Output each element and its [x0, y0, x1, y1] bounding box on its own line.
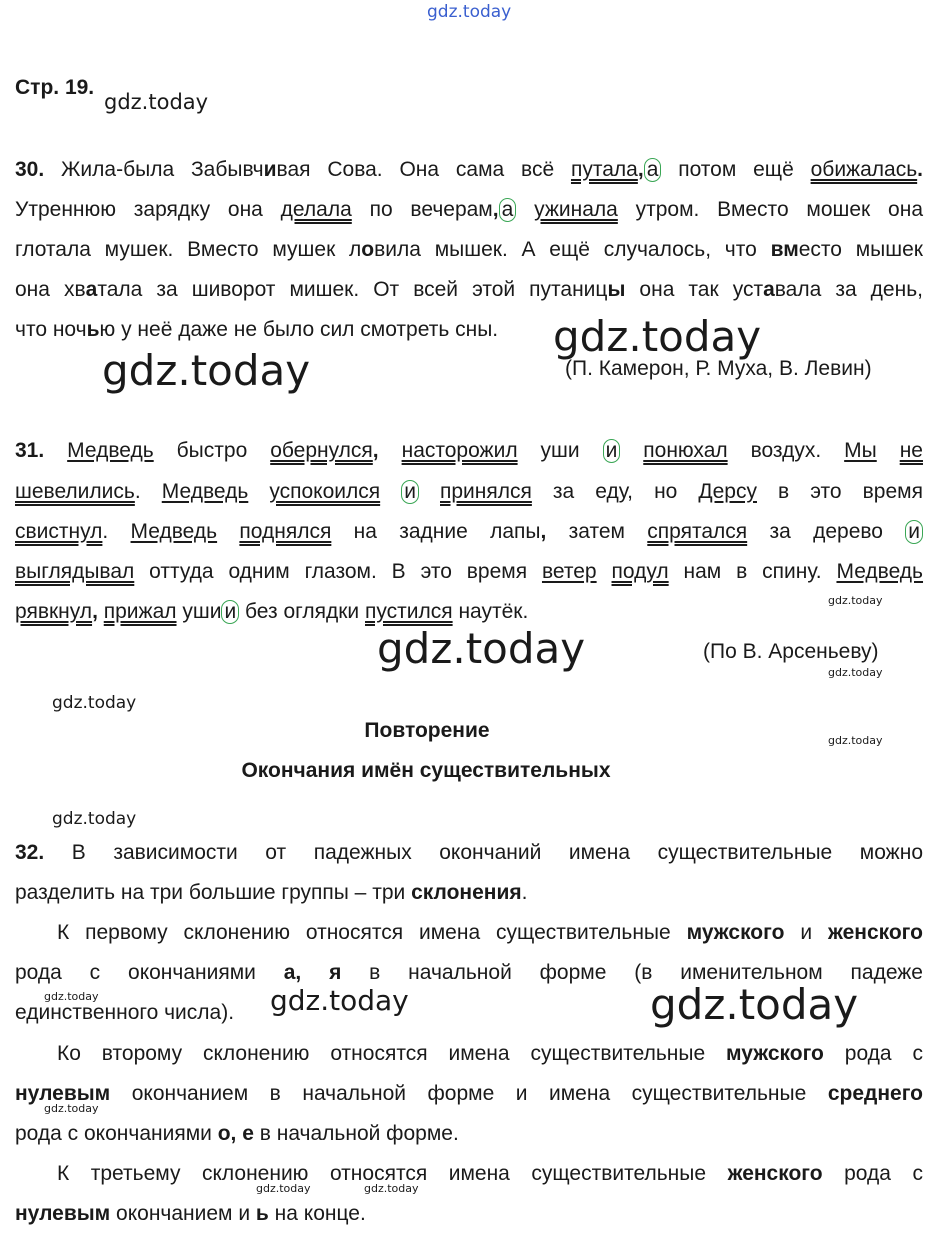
ex30-line-2: Утреннюю зарядку она делала по вечерам, а ужинала утром. Вместо мошек она: [15, 198, 923, 221]
predicate: прижал: [103, 600, 177, 623]
predicate: выглядывал: [15, 560, 135, 583]
ex32-line-8: рода с окончаниями о, е в начальной форме.: [15, 1122, 459, 1145]
predicate: свистнул: [15, 520, 103, 543]
predicate: делала: [280, 198, 352, 221]
subject: Медведь: [836, 560, 924, 583]
predicate: подул: [611, 560, 669, 583]
conjunction-circled: и: [905, 520, 923, 544]
ex31-line-5: рявкнул, прижал уши и без оглядки пустился наутёк.: [15, 600, 529, 623]
subject: Дерсу: [698, 480, 757, 503]
subject: Медведь: [161, 480, 249, 503]
watermark: gdz.today: [650, 980, 859, 1029]
ex30-line-1: 30. Жила-была Забывчивая Сова. Она сама всё путала, а потом ещё обижалась.: [15, 158, 923, 181]
subject: Мы: [844, 439, 877, 462]
subject: Медведь: [130, 520, 218, 543]
conjunction-circled: и: [401, 480, 419, 504]
watermark: gdz.today: [102, 346, 311, 395]
watermark: gdz.today: [270, 984, 409, 1017]
exercise-number: 32.: [15, 841, 45, 864]
watermark: gdz.today: [52, 693, 137, 713]
watermark: gdz.today: [364, 1182, 419, 1195]
exercise-number: 30.: [15, 158, 45, 181]
watermark: gdz.today: [553, 312, 762, 361]
predicate: не: [899, 439, 923, 462]
ex32-line-6: Ко второму склонению относятся имена существительные мужского рода с: [57, 1042, 924, 1065]
predicate: поднялся: [239, 520, 332, 543]
watermark: gdz.today: [44, 990, 99, 1003]
ex32-line-4: рода с окончаниями а, я в начальной форме (в именительном падеже: [15, 961, 923, 984]
subject: ветер: [541, 560, 597, 583]
exercise-number: 31.: [15, 439, 45, 462]
ex32-line-9: К третьему склонению относятся имена существительные женского рода с: [57, 1162, 923, 1185]
predicate: шевелились: [15, 480, 135, 503]
ex31-line-1: 31. Медведь быстро обернулся, насторожил уши и понюхал воздух. Мы не: [15, 439, 923, 462]
ex31-line-4: выглядывал оттуда одним глазом. В это время ветер подул нам в спину. Медведь: [15, 560, 924, 583]
watermark: gdz.today: [256, 1182, 311, 1195]
ex31-line-3: свистнул. Медведь поднялся на задние лапы, затем спрятался за дерево и: [15, 517, 923, 547]
watermark: gdz.today: [828, 594, 883, 607]
predicate: обернулся: [270, 439, 373, 462]
ex32-line-5: единственного числа).: [15, 1001, 235, 1024]
predicate: ужинала: [534, 198, 618, 221]
predicate: принялся: [440, 480, 532, 503]
watermark: gdz.today: [52, 809, 137, 829]
predicate: обижалась: [810, 158, 918, 181]
predicate: рявкнул: [15, 600, 93, 623]
ex30-line-4: она хватала за шиворот мишек. От всей этой путаницы она так уставала за день,: [15, 278, 923, 301]
ex32-line-10: нулевым окончанием и ь на конце.: [15, 1202, 366, 1225]
watermark: gdz.today: [104, 90, 209, 114]
ex30-line-3: глотала мушек. Вместо мушек ловила мышек. А ещё случалось, что вместо мышек: [15, 238, 923, 261]
section-subtitle: Окончания имён существительных: [241, 759, 611, 782]
page-label: Стр. 19.: [15, 76, 95, 99]
watermark-top: gdz.today: [427, 2, 512, 22]
section-title: Повторение: [364, 719, 490, 742]
predicate: насторожил: [401, 439, 518, 462]
ex32-line-2: разделить на три большие группы – три склонения.: [15, 881, 528, 904]
predicate: пустился: [365, 600, 453, 623]
conjunction-circled: и: [221, 600, 239, 624]
ex30-author: (П. Камерон, Р. Муха, В. Левин): [565, 357, 872, 380]
conjunction-circled: и: [603, 439, 621, 463]
watermark: gdz.today: [44, 1102, 99, 1115]
subject: Медведь: [67, 439, 154, 462]
watermark: gdz.today: [828, 734, 883, 747]
conjunction-circled: а: [499, 198, 517, 222]
predicate: путала: [570, 158, 638, 181]
predicate: успокоился: [269, 480, 381, 503]
conjunction-circled: а: [644, 158, 662, 182]
ex32-line-7: нулевым окончанием в начальной форме и имена существительные среднего: [15, 1082, 923, 1105]
predicate: понюхал: [643, 439, 728, 462]
watermark: gdz.today: [377, 624, 586, 673]
ex32-line-3: К первому склонению относятся имена существительные мужского и женского: [57, 921, 923, 944]
ex31-line-2: шевелились. Медведь успокоился и принялся за еду, но Дерсу в это время: [15, 480, 923, 503]
predicate: спрятался: [647, 520, 748, 543]
ex32-line-1: 32. В зависимости от падежных окончаний имена существительные можно: [15, 841, 923, 864]
ex31-author: (По В. Арсеньеву): [703, 640, 879, 663]
ex30-line-5: что ночью у неё даже не было сил смотреть сны.: [15, 318, 499, 341]
watermark: gdz.today: [828, 666, 883, 679]
